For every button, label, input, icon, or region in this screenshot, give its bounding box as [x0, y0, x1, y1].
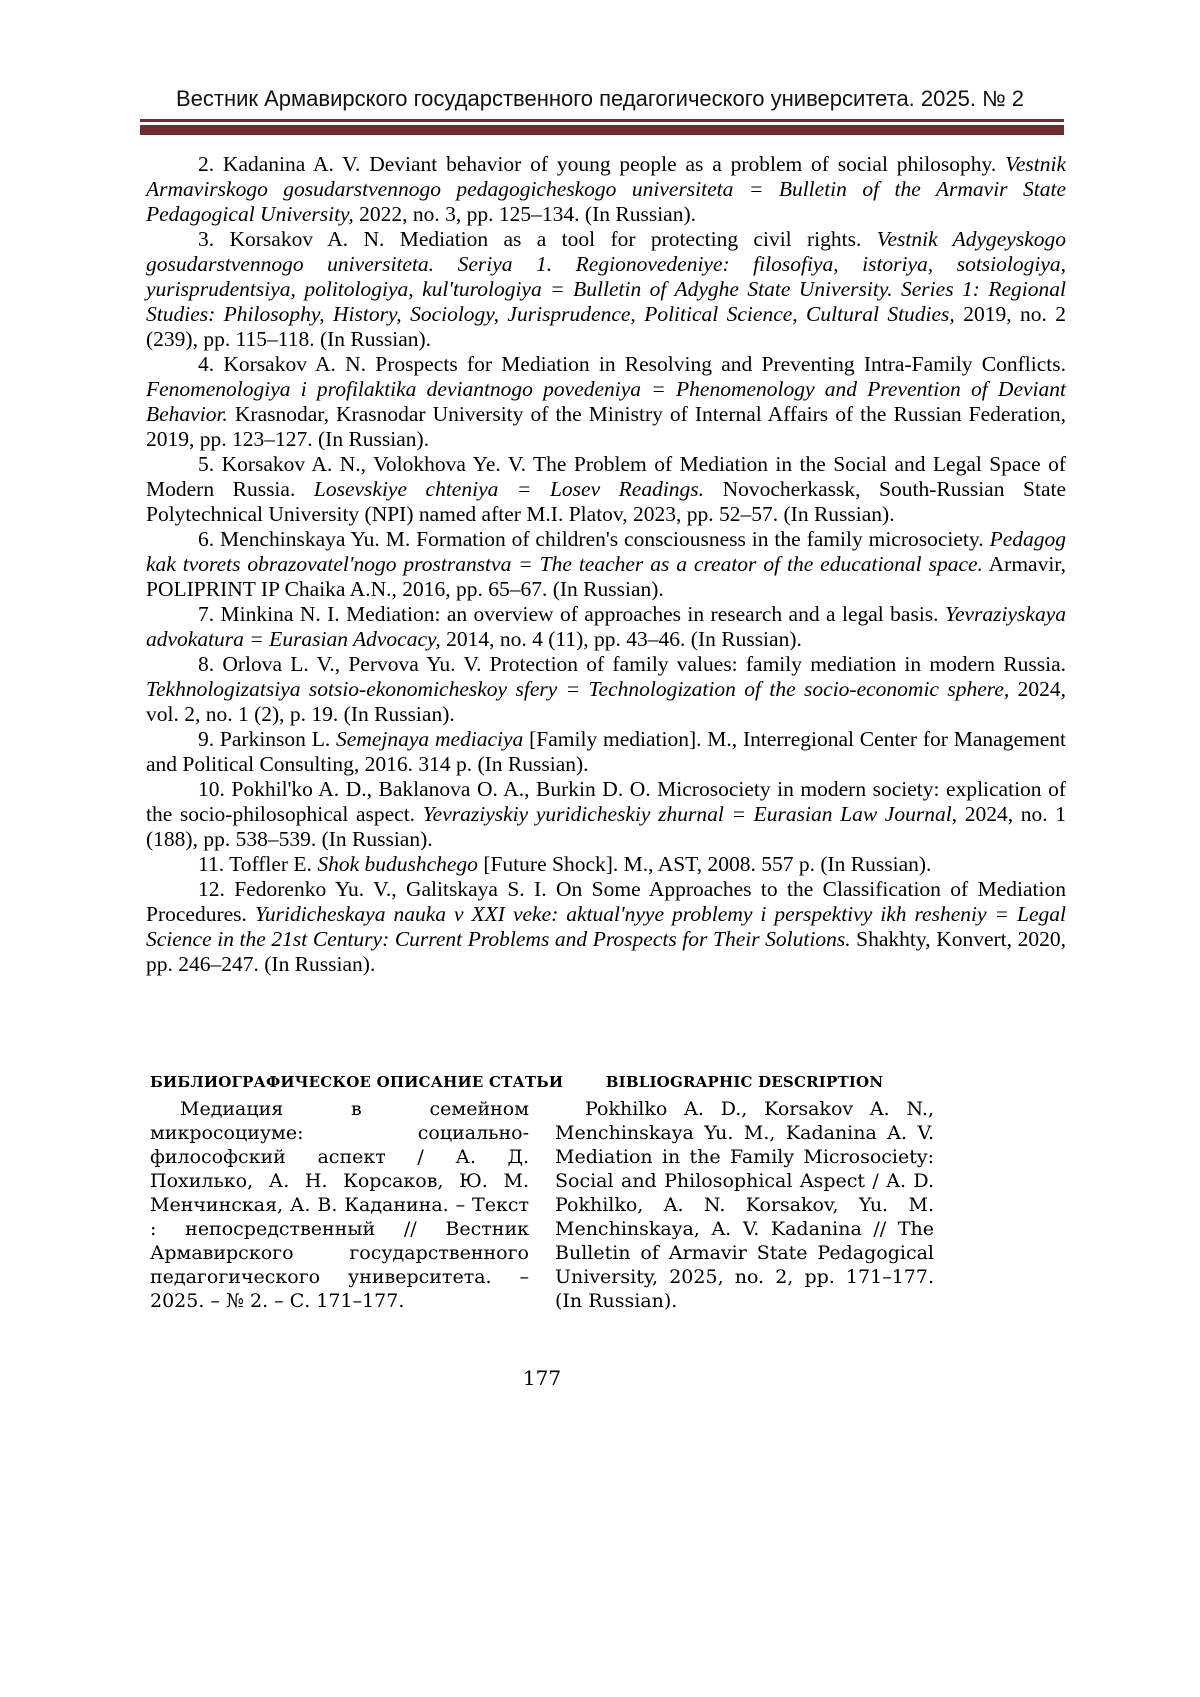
reference-item: 10. Pokhil'ko A. D., Baklanova O. A., Burkin D. O. Microsociety in modern society: explication of the socio-philosophical aspect. Yevraziyskiy yuridicheskiy zhurnal = Eurasian Law Journal, 2024, no. 1 (188), pp. 538–539. (In Russian).: [146, 777, 1067, 851]
bibliography-text-russian: Медиация в семейном микросоциуме: социально-философский аспект / А. Д. Похилько, А. Н. Корсаков, Ю. М. Менчинская, А. В. Каданина. – Текст : непосредственный // Вестник Армавирского государственного педагогического университета. – 2025. – № 2. – С. 171–177.: [150, 1098, 529, 1312]
header-rule: [140, 119, 1064, 135]
header-rule-thin: [140, 119, 1064, 122]
reference-item: 2. Kadanina A. V. Deviant behavior of young people as a problem of social philosophy. Vestnik Armavirskogo gosudarstvennogo pedagogicheskogo universiteta = Bulletin of the Armavir State Pedagogical University, 2022, no. 3, pp. 125–134. (In Russian).: [146, 152, 1066, 226]
reference-item: 11. Toffler E. Shok budushchego [Future Shock]. M., AST, 2008. 557 p. (In Russian).: [198, 852, 932, 876]
reference-item: 4. Korsakov A. N. Prospects for Mediation in Resolving and Preventing Intra-Family Conflicts. Fenomenologiya i profilaktika deviantnogo povedeniya = Phenomenology and Prevention of Deviant Behavior. Krasnodar, Krasnodar University of the Ministry of Internal Affairs of the Russian Federation, 2019, pp. 123–127. (In Russian).: [146, 352, 1066, 451]
bibliography-column-english: [555, 1072, 934, 1313]
header-rule-thick: [140, 125, 1064, 135]
reference-item: 9. Parkinson L. Semejnaya mediaciya [Family mediation]. M., Interregional Center for Management and Political Consulting, 2016. 314 p. (In Russian).: [146, 727, 1066, 776]
bibliography-section: [150, 1072, 934, 1313]
bibliography-heading-russian: БИБЛИОГРАФИЧЕСКОЕ ОПИСАНИЕ СТАТЬИ: [150, 1073, 564, 1091]
reference-item: 3. Korsakov A. N. Mediation as a tool for protecting civil rights. Vestnik Adygeyskogo gosudarstvennogo universiteta. Seriya 1. Regionovedeniye: filosofiya, istoriya, sotsiologiya, yurisprudentsiya, politologiya, kul'turologiya = Bulletin of Adyghe State University. Series 1: Regional Studies: Philosophy, History, Sociology, Jurisprudence, Political Science, Cultural Studies, 2019, no. 2 (239), pp. 115–118. (In Russian).: [146, 227, 1067, 351]
reference-item: 12. Fedorenko Yu. V., Galitskaya S. I. On Some Approaches to the Classification of Mediation Procedures. Yuridicheskaya nauka v XXI veke: aktual'nyye problemy i perspektivy ikh resheniy = Legal Science in the 21st Century: Current Problems and Prospects for Their Solutions. Shakhty, Konvert, 2020, pp. 246–247. (In Russian).: [146, 877, 1066, 976]
bibliography-heading-english: BIBLIOGRAPHIC DESCRIPTION: [605, 1073, 884, 1091]
page-number: 177: [522, 1366, 562, 1390]
reference-item: 5. Korsakov A. N., Volokhova Ye. V. The Problem of Mediation in the Social and Legal Space of Modern Russia. Losevskiye chteniya = Losev Readings. Novocherkassk, South-Russian State Polytechnical University (NPI) named after M.I. Platov, 2023, pp. 52–57. (In Russian).: [146, 452, 1067, 526]
reference-item: 6. Menchinskaya Yu. M. Formation of children's consciousness in the family microsociety. Pedagog kak tvorets obrazovatel'nogo prostranstva = The teacher as a creator of the educational space. Armavir, POLIPRINT IP Chaika A.N., 2016, pp. 65–67. (In Russian).: [146, 527, 1066, 601]
reference-item: 8. Orlova L. V., Pervova Yu. V. Protection of family values: family mediation in modern Russia. Tekhnologizatsiya sotsio-ekonomicheskoy sfery = Technologization of the socio-economic sphere, 2024, vol. 2, no. 1 (2), p. 19. (In Russian).: [146, 652, 1067, 726]
bibliography-text-english: Pokhilko A. D., Korsakov A. N., Menchinskaya Yu. M., Kadanina A. V. Mediation in the Family Microsociety: Social and Philosophical Aspect / A. D. Pokhilko, A. N. Korsakov, Yu. M. Menchinskaya, A. V. Kadanina // The Bulletin of Armavir State Pedagogical University, 2025, no. 2, pp. 171–177. (In Russian).: [555, 1098, 934, 1312]
references-list: [146, 152, 1066, 977]
bibliography-column-russian: [150, 1072, 564, 1313]
running-header: Вестник Армавирского государственного педагогического университета. 2025. № 2: [175, 86, 1025, 111]
reference-item: 7. Minkina N. I. Mediation: an overview of approaches in research and a legal basis. Yevraziyskaya advokatura = Eurasian Advocacy, 2014, no. 4 (11), pp. 43–46. (In Russian).: [146, 602, 1066, 651]
